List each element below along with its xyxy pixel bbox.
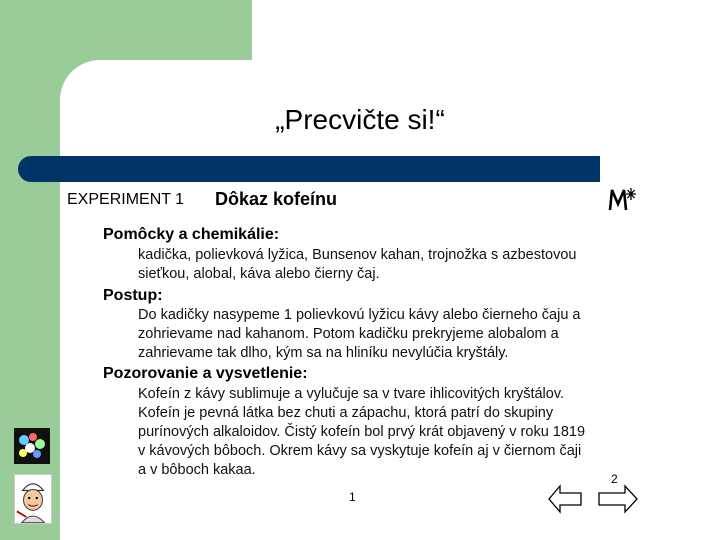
procedure-heading: Postup: <box>103 287 163 304</box>
chemist-icon[interactable] <box>14 474 52 524</box>
molecule-icon[interactable] <box>14 428 50 464</box>
observation-heading: Pozorovanie a vysvetlenie: <box>103 365 308 382</box>
materials-text <box>138 246 576 284</box>
observation-line: v kávových bôboch. Okrem kávy sa vyskytuje kofeín aj v čiernom čaji <box>138 443 582 459</box>
procedure-line: zahrievame tak dlho, kým sa na hliníku nevylúčia kryštály. <box>138 345 509 361</box>
page-number-right: 2 <box>611 472 618 486</box>
observation-line: Kofeín je pevná látka bez chuti a zápachu, ktorá patrí do skupiny <box>138 405 554 421</box>
procedure-text <box>138 306 580 363</box>
safety-symbol-icon <box>608 186 638 212</box>
observation-text <box>138 385 585 480</box>
arrow-left-icon[interactable] <box>548 484 582 514</box>
arrow-right-icon[interactable] <box>598 484 638 514</box>
materials-heading: Pomôcky a chemikálie: <box>103 226 280 243</box>
slide-title: „Precvičte si!“ <box>275 104 445 135</box>
page-number-left: 1 <box>349 490 356 504</box>
experiment-label: EXPERIMENT 1 <box>67 191 185 208</box>
observation-line: Kofeín z kávy sublimuje a vylučuje sa v tvare ihlicovitých kryštálov. <box>138 386 565 402</box>
materials-line: kadička, polievková lyžica, Bunsenov kahan, trojnožka s azbestovou <box>138 247 577 263</box>
materials-line: sieťkou, alobal, káva alebo čierny čaj. <box>138 266 380 282</box>
title-bar <box>18 156 600 182</box>
observation-line: a v bôboch kakaa. <box>138 462 256 478</box>
experiment-title: Dôkaz kofeínu <box>215 189 338 209</box>
observation-line: purínových alkaloidov. Čistý kofeín bol prvý krát objavený v roku 1819 <box>138 424 586 440</box>
procedure-line: Do kadičky nasypeme 1 polievkovú lyžicu kávy alebo čierneho čaju a <box>138 307 581 323</box>
procedure-line: zohrievame nad kahanom. Potom kadičku prekryjeme alobalom a <box>138 326 559 342</box>
